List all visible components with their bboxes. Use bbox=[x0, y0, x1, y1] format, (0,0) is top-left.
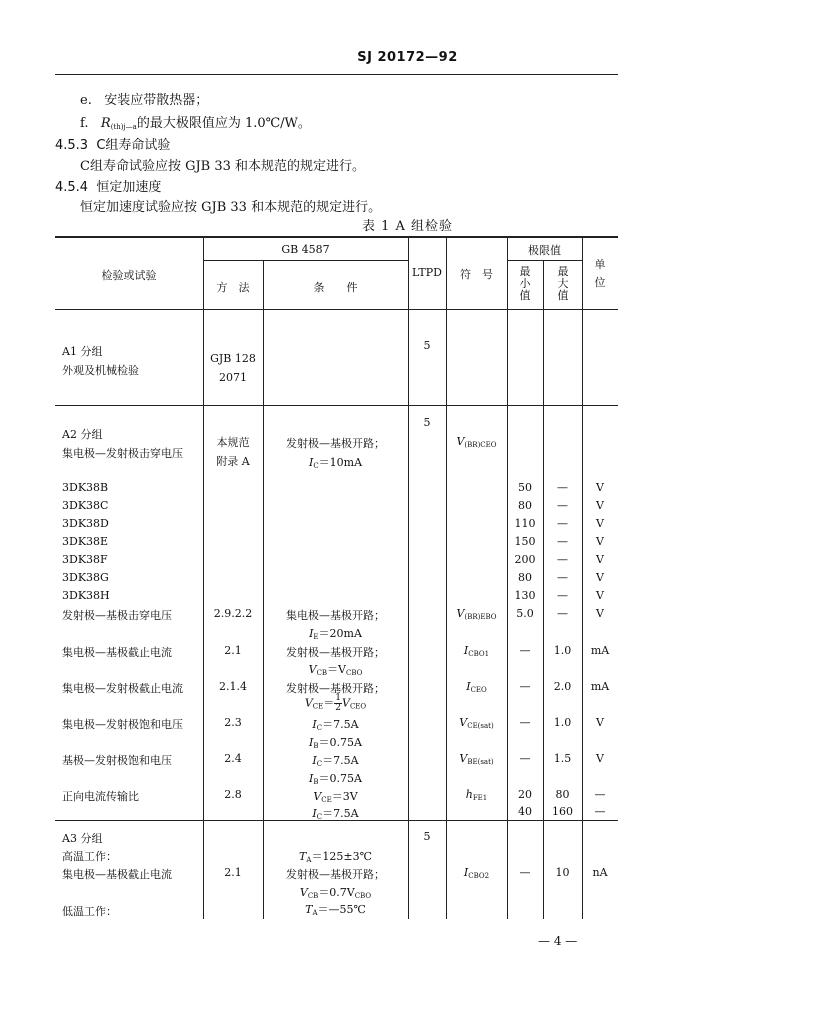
header-gb4587: GB 4587 bbox=[281, 243, 330, 256]
vebo-symbol: $V_{(BR)EBO}$ bbox=[456, 607, 497, 621]
model-min: 130 bbox=[514, 589, 536, 602]
icbo-symbol: $I_{CBO1}$ bbox=[463, 644, 490, 658]
iceo-cond-1: 发射极—基极开路； bbox=[286, 682, 385, 695]
model-max: — bbox=[557, 589, 568, 602]
hfe-cond-1: $V_{CE}=3V$ bbox=[313, 790, 358, 804]
page-number: — 4 — bbox=[538, 934, 578, 948]
vcbo-method-1: 本规范 bbox=[216, 436, 250, 449]
a1-bottom-rule bbox=[55, 405, 618, 406]
model-max: — bbox=[557, 481, 568, 494]
document-code: SJ 20172—92 bbox=[357, 50, 458, 65]
model-name: 3DK38D bbox=[62, 517, 109, 530]
vcbo-method-2: 附录 A bbox=[216, 455, 250, 468]
hfe-symbol: $h_{FE1}$ bbox=[465, 788, 488, 802]
hfe-max-2: 160 bbox=[552, 805, 573, 818]
model-min: 50 bbox=[518, 481, 532, 494]
a1-ltpd: 5 bbox=[423, 339, 431, 352]
vcesat-max: 1.0 bbox=[553, 716, 572, 729]
model-max: — bbox=[557, 499, 568, 512]
hfe-method: 2.8 bbox=[224, 788, 242, 801]
list-item-e: e. 安装应带散热器； bbox=[80, 93, 209, 108]
model-name: 3DK38F bbox=[62, 553, 108, 566]
a3-icbo-unit: nA bbox=[592, 866, 608, 879]
model-unit: V bbox=[596, 535, 604, 548]
a1-method-1: GJB 128 bbox=[210, 352, 256, 365]
limits-header-rule bbox=[507, 260, 582, 261]
vbesat-symbol: $V_{BE(sat)}$ bbox=[459, 752, 494, 766]
header-symbol: 符 号 bbox=[460, 268, 493, 281]
icbo-method: 2.1 bbox=[224, 644, 242, 657]
vcbo-cond-2: $I_C=10mA$ bbox=[308, 456, 363, 470]
iceo-test: 集电极—发射极截止电流 bbox=[62, 682, 183, 695]
icbo-min: — bbox=[519, 644, 531, 657]
model-unit: V bbox=[596, 571, 604, 584]
iceo-method: 2.1.4 bbox=[219, 680, 247, 693]
hfe-test: 正向电流传输比 bbox=[62, 790, 139, 803]
model-unit: V bbox=[596, 499, 604, 512]
model-min: 150 bbox=[514, 535, 536, 548]
icbo-unit: mA bbox=[590, 644, 610, 657]
header-min: 最小值 bbox=[519, 265, 531, 302]
hfe-cond-2: $I_C=7.5A$ bbox=[312, 807, 359, 821]
model-unit: V bbox=[596, 589, 604, 602]
a1-method-2: 2071 bbox=[219, 371, 247, 384]
a3-low-cond: $T_A=—55℃$ bbox=[305, 903, 366, 917]
model-unit: V bbox=[596, 517, 604, 530]
header-condition: 条 件 bbox=[313, 281, 358, 294]
vbesat-unit: V bbox=[596, 752, 604, 765]
vcesat-min: — bbox=[519, 716, 531, 729]
vbesat-cond-2: $I_B=0.75A$ bbox=[309, 772, 362, 786]
a3-high-temp: 高温工作： bbox=[62, 850, 117, 863]
icbo-test: 集电极—基极截止电流 bbox=[62, 646, 172, 659]
header-test: 检验或试验 bbox=[101, 269, 157, 282]
col-rule-1 bbox=[203, 237, 204, 919]
vcesat-cond-2: $I_B=0.75A$ bbox=[309, 736, 362, 750]
header-rule bbox=[55, 74, 618, 75]
iceo-symbol: $I_{CEO}$ bbox=[466, 680, 487, 694]
iceo-cond-2: $V_{CE}=$ $\frac{1}{2}$ $V_{CEO}$ bbox=[304, 693, 367, 713]
model-unit: V bbox=[596, 481, 604, 494]
a3-ltpd: 5 bbox=[423, 830, 431, 843]
iceo-min: — bbox=[519, 680, 531, 693]
vbesat-method: 2.4 bbox=[224, 752, 242, 765]
header-ltpd: LTPD bbox=[412, 266, 442, 279]
vebo-cond-2: $I_E=20mA$ bbox=[309, 627, 362, 641]
a3-icbo-method: 2.1 bbox=[224, 866, 242, 879]
a1-title: A1 分组 bbox=[62, 345, 103, 358]
a1-test: 外观及机械检验 bbox=[62, 364, 139, 377]
header-limits: 极限值 bbox=[528, 244, 561, 257]
gb-header-rule bbox=[203, 260, 408, 261]
a3-icbo-cond-1: 发射极—基极开路； bbox=[286, 868, 385, 881]
header-unit: 单位 bbox=[594, 258, 606, 289]
model-name: 3DK38C bbox=[62, 499, 109, 512]
model-max: — bbox=[557, 517, 568, 530]
icbo-max: 1.0 bbox=[553, 644, 572, 657]
section-body-4-5-4: 恒定加速度试验应按 GJB 33 和本规范的规定进行。 bbox=[80, 200, 382, 215]
hfe-max-1: 80 bbox=[555, 788, 570, 801]
vbesat-cond-1: $I_C=7.5A$ bbox=[312, 754, 359, 768]
a3-icbo-cond-2: $V_{CB}=0.7V_{CBO}$ bbox=[299, 886, 372, 900]
fraction-half: $\frac{1}{2}$ bbox=[335, 693, 341, 713]
model-name: 3DK38H bbox=[62, 589, 110, 602]
col-rule-4 bbox=[446, 237, 447, 919]
a3-high-cond: $T_A=125\pm 3℃$ bbox=[299, 850, 372, 864]
a3-icbo-test: 集电极—基极截止电流 bbox=[62, 868, 172, 881]
vcesat-unit: V bbox=[596, 716, 604, 729]
model-min: 200 bbox=[514, 553, 536, 566]
a3-icbo-min: — bbox=[519, 866, 531, 879]
model-min: 110 bbox=[514, 517, 536, 530]
a2-title: A2 分组 bbox=[62, 428, 103, 441]
model-max: — bbox=[557, 571, 568, 584]
hfe-unit-1: — bbox=[594, 788, 606, 801]
vcesat-method: 2.3 bbox=[224, 716, 242, 729]
model-name: 3DK38E bbox=[62, 535, 109, 548]
model-name: 3DK38G bbox=[62, 571, 109, 584]
vbesat-min: — bbox=[519, 752, 531, 765]
section-heading-4-5-3: 4.5.3 C组寿命试验 bbox=[55, 138, 171, 153]
icbo-cond-1: 发射极—基极开路； bbox=[286, 646, 385, 659]
table-caption: 表 1 A 组检验 bbox=[361, 219, 454, 234]
icbo-cond-2: $V_{CB}=V_{CBO}$ bbox=[308, 663, 363, 677]
model-min: 80 bbox=[518, 499, 532, 512]
iceo-unit: mA bbox=[590, 680, 610, 693]
section-body-4-5-3: C组寿命试验应按 GJB 33 和本规范的规定进行。 bbox=[80, 159, 366, 174]
vcesat-symbol: $V_{CE(sat)}$ bbox=[459, 716, 494, 730]
model-max: — bbox=[557, 535, 568, 548]
vebo-test: 发射极—基极击穿电压 bbox=[62, 609, 172, 622]
vbesat-test: 基极—发射极饱和电压 bbox=[62, 754, 172, 767]
vebo-cond-1: 集电极—基极开路； bbox=[286, 609, 385, 622]
a2-ltpd: 5 bbox=[423, 416, 431, 429]
hfe-min-2: 40 bbox=[518, 805, 532, 818]
model-min: 80 bbox=[518, 571, 532, 584]
vcbo-symbol: $V_{(BR)CEO}$ bbox=[456, 435, 497, 449]
vebo-min: 5.0 bbox=[516, 607, 534, 620]
list-item-f: f. $R_{(th)j—a}$的最大极限值应为 1.0℃/W。 bbox=[80, 116, 311, 131]
vebo-max: — bbox=[557, 607, 568, 620]
hfe-min-1: 20 bbox=[518, 788, 532, 801]
section-heading-4-5-4: 4.5.4 恒定加速度 bbox=[55, 180, 162, 195]
header-method: 方 法 bbox=[216, 281, 250, 294]
model-name: 3DK38B bbox=[62, 481, 109, 494]
model-max: — bbox=[557, 553, 568, 566]
vebo-unit: V bbox=[596, 607, 604, 620]
iceo-max: 2.0 bbox=[553, 680, 572, 693]
a3-low-temp: 低温工作： bbox=[62, 905, 117, 918]
vcbo-cond-1: 发射极—基极开路； bbox=[286, 437, 385, 450]
table-top-rule bbox=[55, 236, 618, 238]
hfe-unit-2: — bbox=[594, 805, 606, 818]
vcbo-test: 集电极—发射极击穿电压 bbox=[62, 447, 183, 460]
model-unit: V bbox=[596, 553, 604, 566]
vbesat-max: 1.5 bbox=[553, 752, 572, 765]
vcesat-cond-1: $I_C=7.5A$ bbox=[312, 718, 359, 732]
header-max: 最大值 bbox=[557, 265, 569, 302]
a3-icbo-symbol: $I_{CBO2}$ bbox=[463, 866, 490, 880]
header-bottom-rule bbox=[55, 309, 618, 310]
a3-title: A3 分组 bbox=[62, 832, 103, 845]
vebo-method: 2.9.2.2 bbox=[213, 607, 253, 620]
vcesat-test: 集电极—发射极饱和电压 bbox=[62, 718, 183, 731]
a3-icbo-max: 10 bbox=[555, 866, 570, 879]
